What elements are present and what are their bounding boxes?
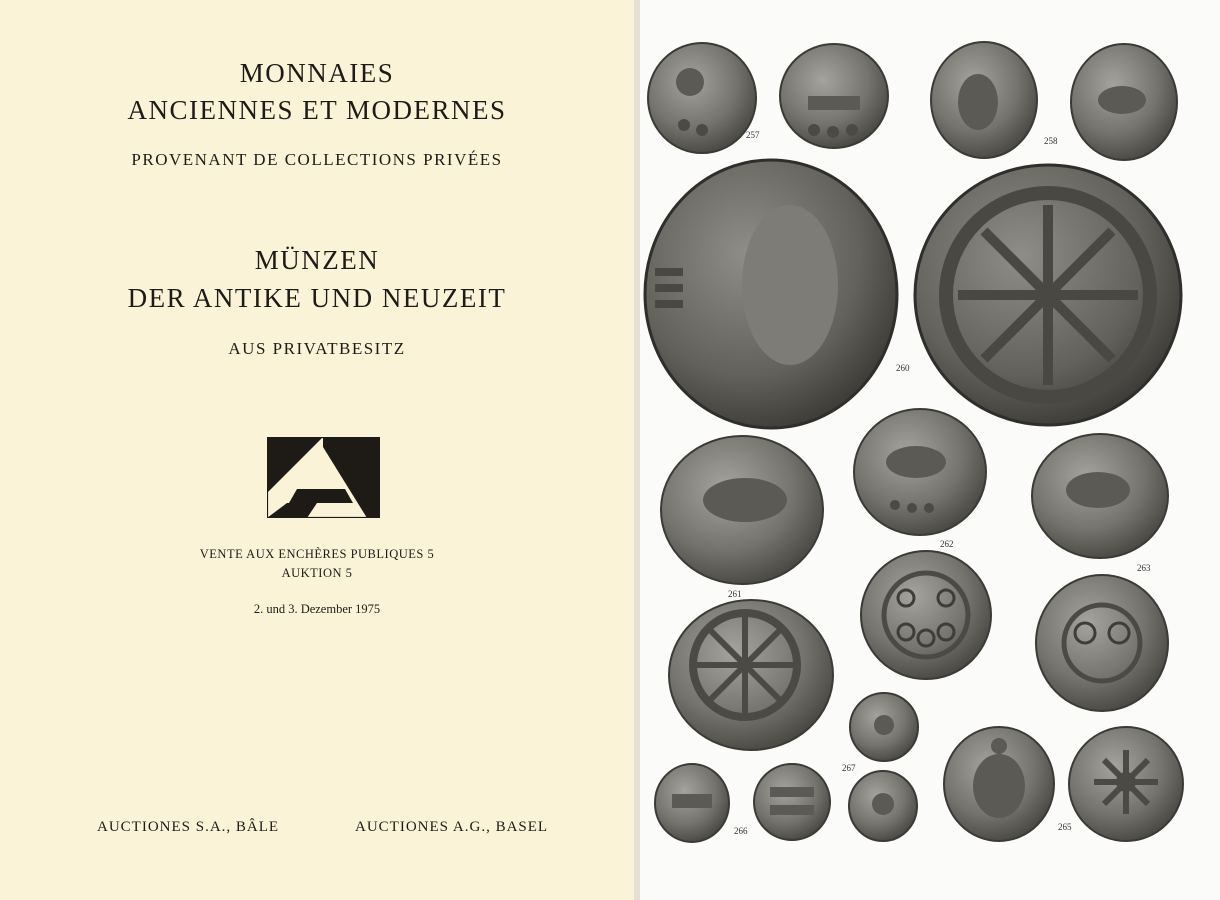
coin-263-reverse — [1036, 575, 1168, 711]
subtitle-de: AUS PRIVATBESITZ — [228, 339, 406, 358]
coin-266-reverse — [754, 764, 830, 840]
coin-267-obverse — [850, 693, 918, 761]
coin-plate-page — [640, 0, 1220, 900]
sale-line-1: VENTE AUX ENCHÈRES PUBLIQUES 5 — [199, 547, 435, 561]
coin-261-obverse — [661, 436, 823, 584]
coin-266-obverse — [655, 764, 729, 842]
lot-number-266: 266 — [734, 826, 748, 836]
coin-258-obverse — [931, 42, 1037, 158]
lot-number-257: 257 — [746, 130, 760, 140]
coin-258-reverse — [1071, 44, 1177, 160]
coin-262-reverse — [861, 551, 991, 679]
auction-dates: 2. und 3. Dezember 1975 — [253, 602, 381, 616]
title-fr-line-2: ANCIENNES ET MODERNES — [127, 95, 507, 125]
publisher-right: AUCTIONES A.G., BASEL — [355, 819, 549, 835]
coin-261-reverse — [669, 600, 833, 750]
publisher-left: AUCTIONES S.A., BÂLE — [97, 819, 280, 835]
auctiones-logo — [267, 437, 380, 518]
sale-line-2: AUKTION 5 — [281, 566, 353, 580]
title-de-line-1: MÜNZEN — [254, 245, 380, 275]
title-fr-line-1: MONNAIES — [239, 58, 395, 88]
coin-262-obverse — [854, 409, 986, 535]
lot-number-262: 262 — [940, 539, 954, 549]
lot-number-260: 260 — [896, 363, 910, 373]
coin-267-reverse — [849, 771, 917, 841]
lot-number-258: 258 — [1044, 136, 1058, 146]
coin-260-reverse — [915, 165, 1181, 425]
coin-265-reverse — [1069, 727, 1183, 841]
coin-263-obverse — [1032, 434, 1168, 558]
lot-number-265: 265 — [1058, 822, 1072, 832]
coin-265-obverse — [944, 727, 1054, 841]
subtitle-fr: PROVENANT DE COLLECTIONS PRIVÉES — [131, 150, 503, 169]
coin-257-reverse — [780, 44, 888, 148]
coin-photographs — [640, 0, 1220, 900]
coin-257-obverse — [648, 43, 756, 153]
lot-number-267: 267 — [842, 763, 856, 773]
lot-number-263: 263 — [1137, 563, 1151, 573]
lot-number-261: 261 — [728, 589, 742, 599]
coin-260-obverse — [645, 160, 897, 428]
title-de-line-2: DER ANTIKE UND NEUZEIT — [127, 283, 507, 313]
